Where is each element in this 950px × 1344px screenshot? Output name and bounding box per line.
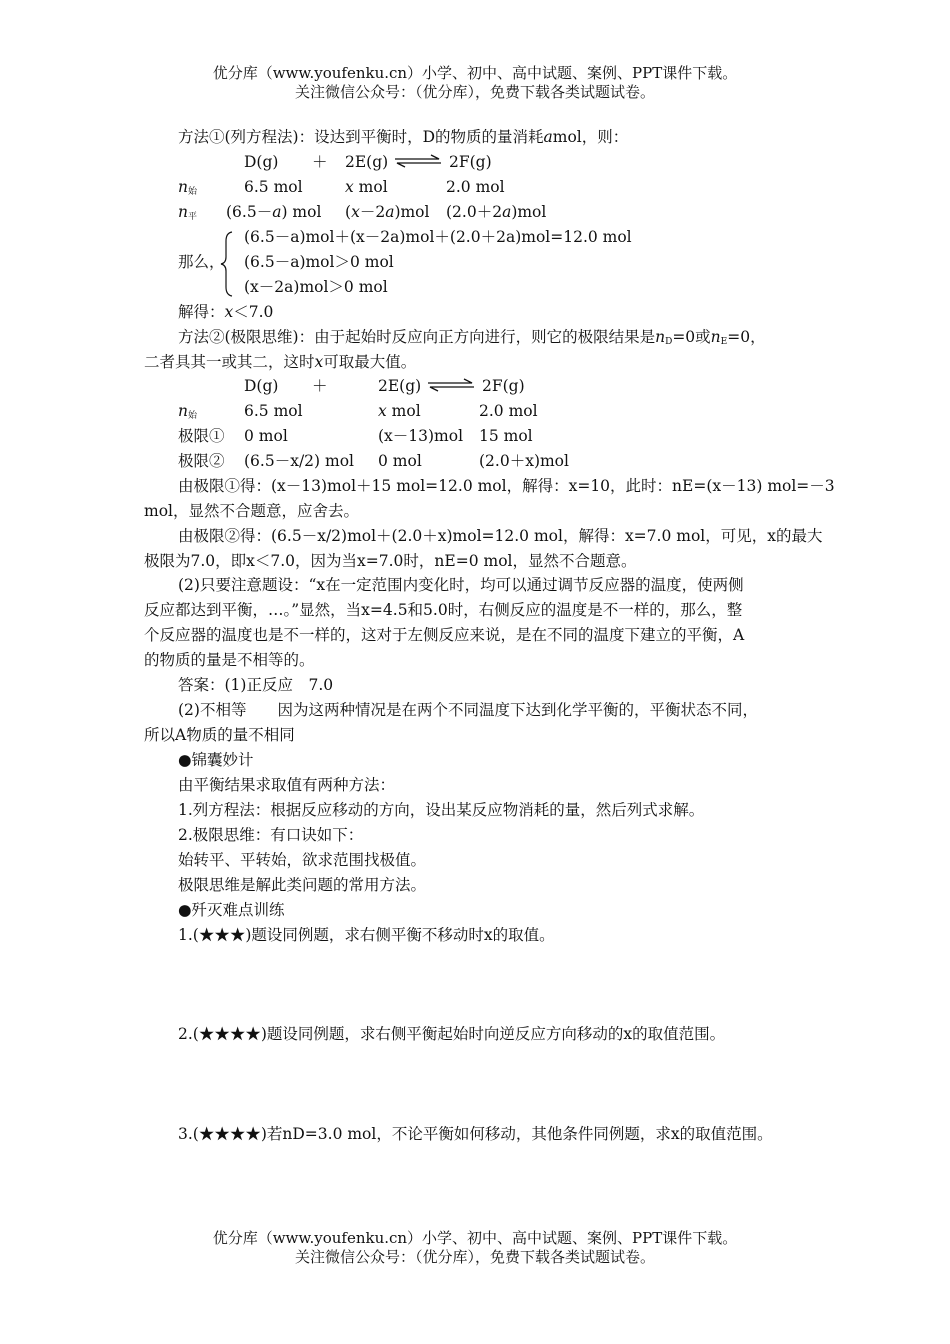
m2-row1-f: 2.0 mol [479, 402, 538, 420]
part2-line-2: 反应都达到平衡，…。”显然，当x=4.5和5.0时，右侧反应的温度是不一样的，那么，整 [144, 601, 743, 619]
m1-row1-e: x mol [345, 178, 388, 196]
m1-row2-d: (6.5－a) mol [226, 203, 322, 221]
m1-row1-f: 2.0 mol [446, 178, 505, 196]
tips-line-4: 始转平、平转始，欲求范围找极值。 [178, 851, 427, 869]
training-title: ●歼灭难点训练 [178, 901, 285, 919]
brace-icon [220, 231, 234, 297]
m2-row1-d: 6.5 mol [244, 402, 303, 420]
page-header [0, 64, 950, 102]
m1-then: 那么， [178, 253, 225, 271]
m2-row3-label: 极限② [178, 452, 225, 470]
m1-row1-d: 6.5 mol [244, 178, 303, 196]
method1-intro: 方法①(列方程法)：设达到平衡时，D的物质的量消耗amol，则： [178, 128, 629, 146]
header-line-2: 关注微信公众号：（优分库），免费下载各类试题试卷。 [294, 83, 655, 101]
m2-eq-d: D(g) [244, 377, 279, 395]
equilibrium-arrow-icon [393, 154, 443, 168]
question-2: 2.(★★★★)题设同例题，求右侧平衡起始时向逆反应方向移动的x的取值范围。 [178, 1025, 726, 1043]
answer-1: 答案：(1)正反应 7.0 [178, 676, 334, 694]
m2-row3-e: 0 mol [378, 452, 422, 470]
m2-row3-f: (2.0＋x)mol [479, 452, 569, 470]
footer-line-2: 关注微信公众号：（优分库），免费下载各类试题试卷。 [294, 1248, 655, 1266]
page-footer [0, 1229, 950, 1267]
m2-row2-label: 极限① [178, 427, 225, 445]
m1-row2-e: (x－2a)mol [345, 203, 430, 221]
equilibrium-arrow-icon [426, 378, 476, 392]
m2-row3-d: (6.5－x/2) mol [244, 452, 354, 470]
limit1-line-1: 由极限①得：(x－13)mol＋15 mol=12.0 mol，解得：x=10，此时：nE=(x－13) mol=－3 [178, 477, 835, 495]
header-line-1: 优分库（www.youfenku.cn）小学、初中、高中试题、案例、PPT课件下载。 [212, 64, 738, 82]
m1-row2-f: (2.0＋2a)mol [446, 203, 547, 221]
m2-row1-e: x mol [378, 402, 421, 420]
m2-row1-label: $n_始$ [178, 402, 197, 421]
limit1-line-2: mol，显然不合题意，应舍去。 [144, 502, 359, 520]
tips-line-2: 1.列方程法：根据反应移动的方向，设出某反应物消耗的量，然后列式求解。 [178, 801, 705, 819]
question-1: 1.(★★★)题设同例题，求右侧平衡不移动时x的取值。 [178, 926, 555, 944]
answer-2-line-2: 所以A物质的量不相同 [144, 726, 295, 744]
m2-row2-f: 15 mol [479, 427, 533, 445]
m1-row1-label: $n_始$ [178, 178, 197, 197]
limit2-line-1: 由极限②得：(6.5－x/2)mol＋(2.0＋x)mol=12.0 mol，解得：x=7.0 mol，可见，x的最大 [178, 527, 823, 545]
m1-eq-f: 2F(g) [449, 153, 492, 171]
m1-eq-plus: ＋ [312, 153, 328, 171]
tips-line-5: 极限思维是解此类问题的常用方法。 [178, 876, 427, 894]
tips-title: ●锦囊妙计 [178, 751, 254, 769]
m1-solution: 解得：x＜7.0 [178, 303, 274, 321]
m2-eq-plus: ＋ [312, 377, 328, 395]
part2-line-3: 个反应器的温度也是不一样的，这对于左侧反应来说，是在不同的温度下建立的平衡，A [144, 626, 745, 644]
m2-row2-e: (x－13)mol [378, 427, 464, 445]
m1-system-eq-1: (6.5－a)mol＋(x－2a)mol＋(2.0＋2a)mol=12.0 mol [244, 228, 632, 246]
m1-eq-d: D(g) [244, 153, 279, 171]
m1-system-eq-3: (x－2a)mol＞0 mol [244, 278, 388, 296]
tips-line-1: 由平衡结果求取值有两种方法： [178, 776, 396, 794]
m1-system-eq-2: (6.5－a)mol＞0 mol [244, 253, 394, 271]
answer-2-line-1: (2)不相等 因为这两种情况是在两个不同温度下达到化学平衡的，平衡状态不同， [178, 701, 758, 719]
m2-row2-d: 0 mol [244, 427, 288, 445]
m2-eq-e: 2E(g) [378, 377, 422, 395]
method2-intro: 方法②(极限思维)：由于起始时反应向正方向进行，则它的极限结果是$n_D=0$或$n_E=0$， [178, 328, 766, 347]
m1-eq-e: 2E(g) [345, 153, 389, 171]
part2-line-1: (2)只要注意题设：“x在一定范围内变化时，均可以通过调节反应器的温度，使两侧 [178, 576, 744, 594]
footer-line-1: 优分库（www.youfenku.cn）小学、初中、高中试题、案例、PPT课件下载。 [212, 1229, 738, 1247]
m1-row2-label: $n_平$ [178, 203, 197, 222]
part2-line-4: 的物质的量是不相等的。 [144, 651, 315, 669]
limit2-line-2: 极限为7.0，即x＜7.0，因为当x=7.0时，nE=0 mol，显然不合题意。 [144, 552, 637, 570]
method2-intro-2: 二者具其一或其二，这时x可取最大值。 [144, 353, 417, 371]
tips-line-3: 2.极限思维：有口诀如下： [178, 826, 364, 844]
m2-eq-f: 2F(g) [482, 377, 525, 395]
question-3: 3.(★★★★)若nD=3.0 mol，不论平衡如何移动，其他条件同例题，求x的取值范围。 [178, 1125, 773, 1143]
